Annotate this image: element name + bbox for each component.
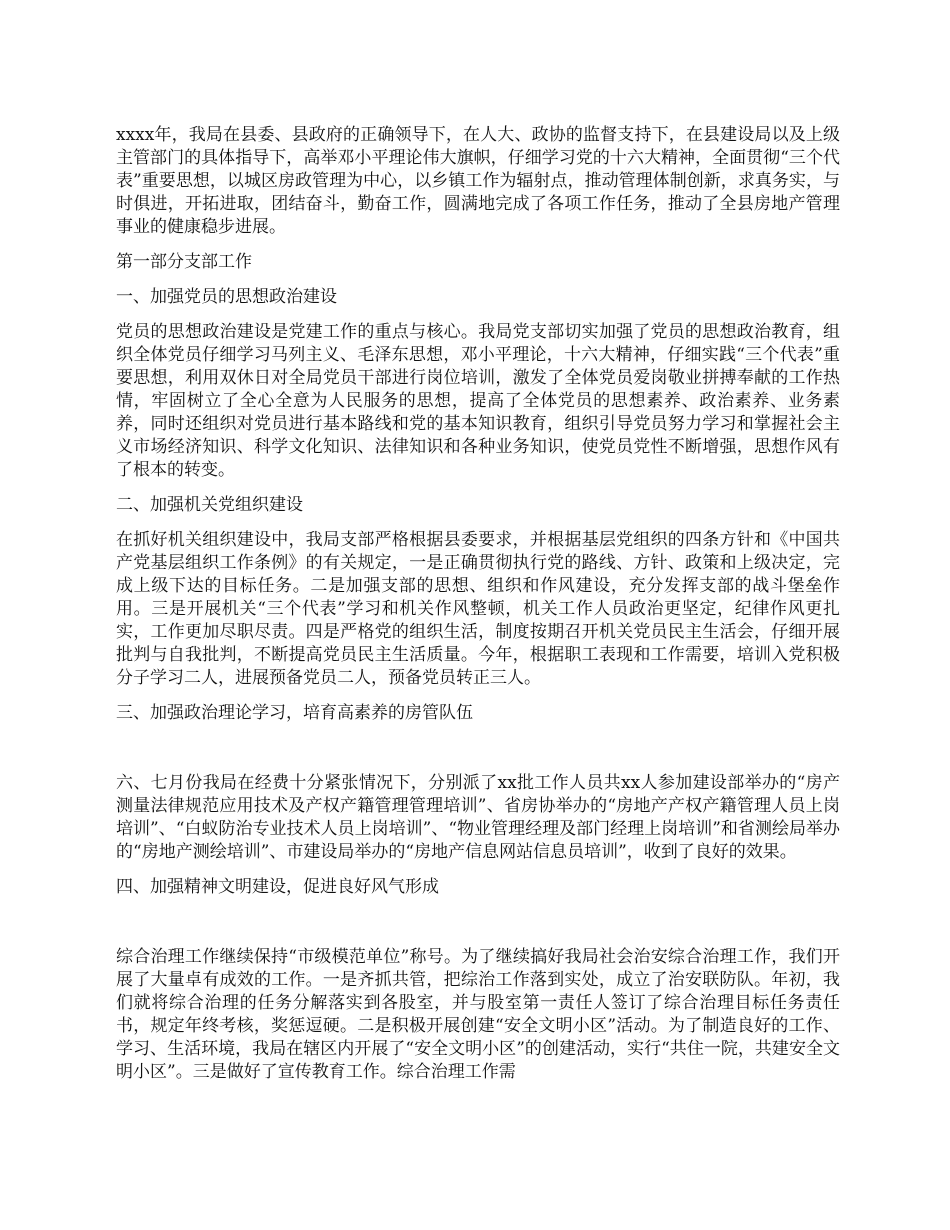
document-body (116, 124, 840, 1096)
paragraph-intro: xxxx年，我局在县委、县政府的正确领导下，在人大、政协的监督支持下，在县建设局以及上级主管部门的具体指导下，高举邓小平理论伟大旗帜，仔细学习党的十六大精神，全面贯彻“三个代表”重要思想，以城区房政管理为中心，以乡镇工作为辐射点，推动管理体制创新，求真务实，与时俱进，开拓进取，团结奋斗，勤奋工作，圆满地完成了各项工作任务，推动了全县房地产管理事业的健康稳步进展。 (116, 125, 840, 237)
spacer (116, 737, 840, 772)
heading-1: 一、加强党员的思想政治建设 (116, 287, 337, 307)
spacer (116, 911, 840, 946)
heading-3: 三、加强政治理论学习，培育高素养的房管队伍 (116, 703, 473, 723)
heading-2: 二、加强机关党组织建设 (116, 495, 303, 515)
section-title-part1: 第一部分支部工作 (116, 252, 252, 272)
paragraph-training: 六、七月份我局在经费十分紧张情况下，分别派了xx批工作人员共xx人参加建设部举办的“房产测量法律规范应用技术及产权产籍管理管理培训”、省房协举办的“房地产产权产籍管理人员上岗培训”、“白蚁防治专业技术人员上岗培训”、“物业管理经理及部门经理上岗培训”和省测绘局举办的“房地产测绘培训”、市建设局举办的“房地产信息网站信息员培训”，收到了良好的效果。 (116, 773, 840, 862)
paragraph-governance: 综合治理工作继续保持“市级模范单位”称号。为了继续搞好我局社会治安综合治理工作，我们开展了大量卓有成效的工作。一是齐抓共管，把综治工作落到实处，成立了治安联防队。年初，我们就将综合治理的任务分解落实到各股室，并与股室第一责任人签订了综合治理目标任务责任书，规定年终考核，奖惩逗硬。二是积极开展创建“安全文明小区”活动。为了制造良好的工作、学习、生活环境，我局在辖区内开展了“安全文明小区”的创建活动，实行“共住一院，共建安全文明小区”。三是做好了宣传教育工作。综合治理工作需 (116, 947, 840, 1082)
paragraph-ideology: 党员的思想政治建设是党建工作的重点与核心。我局党支部切实加强了党员的思想政治教育，组织全体党员仔细学习马列主义、毛泽东思想，邓小平理论，十六大精神，仔细实践“三个代表”重要思想，利用双休日对全局党员干部进行岗位培训，激发了全体党员爱岗敬业拼搏奉献的工作热情，牢固树立了全心全意为人民服务的思想，提高了全体党员的思想素养、政治素养、业务素养，同时还组织对党员进行基本路线和党的基本知识教育，组织引导党员努力学习和掌握社会主义市场经济知识、科学文化知识、法律知识和各种业务知识，使党员党性不断增强，思想作风有了根本的转变。 (116, 322, 840, 480)
heading-4: 四、加强精神文明建设，促进良好风气形成 (116, 877, 439, 897)
paragraph-organization: 在抓好机关组织建设中，我局支部严格根据县委要求，并根据基层党组织的四条方针和《中国共产党基层组织工作条例》的有关规定，一是正确贯彻执行党的路线、方针、政策和上级决定，完成上级下达的目标任务。二是加强支部的思想、组织和作风建设，充分发挥支部的战斗堡垒作用。三是开展机关“三个代表”学习和机关作风整顿，机关工作人员政治更坚定，纪律作风更扎实，工作更加尽职尽责。四是严格党的组织生活，制度按期召开机关党员民主生活会，仔细开展批判与自我批判，不断提高党员民主生活质量。今年，根据职工表现和工作需要，培训入党积极分子学习二人，进展预备党员二人，预备党员转正三人。 (116, 530, 840, 688)
